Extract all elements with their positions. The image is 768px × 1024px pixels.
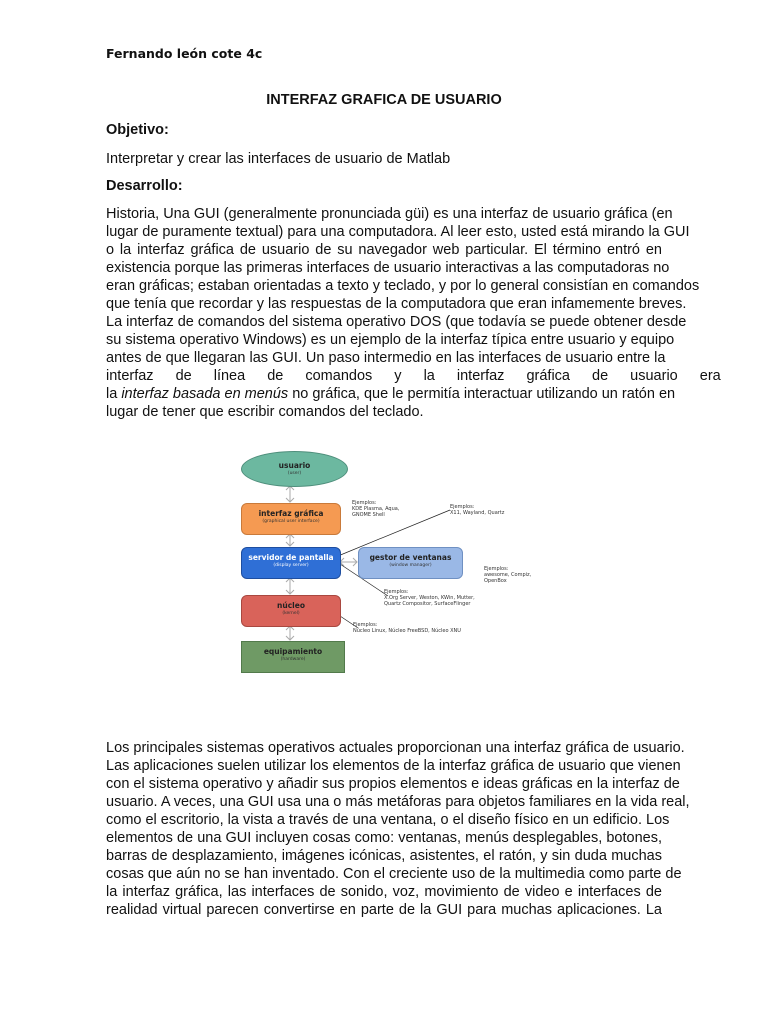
desarrollo-heading: Desarrollo: <box>106 178 183 194</box>
box-sublabel: (kernel) <box>282 611 300 616</box>
box-sublabel: (display server) <box>273 563 309 568</box>
box-sublabel: (user) <box>287 471 302 476</box>
text-line: con el sistema operativo y añadir sus propios elementos e ideas gráficas en la interfaz de <box>106 776 680 792</box>
text-line: como el escritorio, la vista a través de una ventana, o el diseño físico en un edificio. Los <box>106 812 670 828</box>
text-line: Historia, Una GUI (generalmente pronunciada güi) es una interfaz de usuario gráfica (en <box>106 206 673 222</box>
objetivo-heading: Objetivo: <box>106 122 169 138</box>
text-line: Las aplicaciones suelen utilizar los elementos de la interfaz gráfica de usuario que vienen <box>106 758 681 774</box>
text-line: realidad virtual parecen convertirse en parte de la GUI para muchas aplicaciones. La <box>106 902 662 918</box>
text-line: interfaz de línea de comandos y la interfaz gráfica de usuario era <box>106 368 721 384</box>
box-sublabel: (graphical user interface) <box>262 519 320 524</box>
text-line: elementos de una GUI incluyen cosas como: ventanas, menús desplegables, botones, <box>106 830 662 846</box>
arrow-user-gui <box>286 486 294 502</box>
text-line: cosas que aún no se han inventado. Con el creciente uso de la multimedia como parte de <box>106 866 682 882</box>
interfaz-grafica-box <box>241 503 341 535</box>
examples-kernel: Ejemplos: Núcleo Linux, Núcleo FreeBSD, Núcleo XNU <box>353 622 461 634</box>
nucleo-box <box>241 595 341 627</box>
servidor-pantalla-box <box>241 547 341 579</box>
gestor-ventanas-box <box>358 547 463 579</box>
usuario-box <box>241 451 348 487</box>
text-line: usuario. A veces, una GUI usa una o más metáforas para objetos familiares en la vida real, <box>106 794 690 810</box>
gui-architecture-diagram <box>238 448 538 676</box>
text-line: barras de desplazamiento, imágenes icónicas, asistentes, el ratón, y sin duda muchas <box>106 848 662 864</box>
text-line: su sistema operativo Windows) es un ejemplo de la interfaz típica entre usuario y equipo <box>106 332 675 348</box>
box-sublabel: (window manager) <box>389 563 432 568</box>
italic-phrase: interfaz basada en menús <box>121 386 289 402</box>
text-line: que tenía que recordar y las respuestas de la computadora que eran infamemente breves. <box>106 296 687 312</box>
arrow-kernel-hw <box>286 626 294 640</box>
box-label: núcleo <box>277 601 305 610</box>
arrow-gui-display <box>286 534 294 546</box>
box-sublabel: (hardware) <box>280 657 306 662</box>
examples-display-protocol: Ejemplos: X11, Wayland, Quartz <box>450 504 505 516</box>
box-label: interfaz gráfica <box>258 509 324 518</box>
paragraph-historia <box>106 205 721 421</box>
objetivo-text: Interpretar y crear las interfaces de usuario de Matlab <box>106 151 451 167</box>
examples-display-server: Ejemplos: X.Org Server, Weston, KWin, Mutter, Quartz Compositor, SurfaceFlinger <box>384 589 475 607</box>
text-line <box>106 385 676 403</box>
box-label: servidor de pantalla <box>248 553 334 562</box>
text-run: no gráfica, que le permitía interactuar utilizando un ratón en <box>288 386 676 402</box>
text-line: existencia porque las primeras interfaces de usuario interactivas a las computadoras no <box>106 260 670 276</box>
text-line: o la interfaz gráfica de usuario de su navegador web particular. El término entró en <box>106 242 662 258</box>
box-label: gestor de ventanas <box>369 553 452 562</box>
box-label: usuario <box>278 461 311 470</box>
examples-gui: Ejemplos: KDE Plasma, Aqua, GNOME Shell <box>352 500 400 518</box>
document-title: INTERFAZ GRAFICA DE USUARIO <box>266 92 502 108</box>
arrow-display-kernel <box>286 578 294 594</box>
text-line: la interfaz gráfica, las interfaces de sonido, voz, movimiento de video e interfaces de <box>106 884 662 900</box>
equipamiento-box <box>241 641 345 673</box>
author-name: Fernando león cote 4c <box>106 46 263 61</box>
text-line: Los principales sistemas operativos actuales proporcionan una interfaz gráfica de usuario. <box>106 740 685 756</box>
paragraph-sistemas <box>106 739 690 919</box>
examples-window-manager: Ejemplos: awesome, Compiz, OpenBox <box>484 566 532 584</box>
text-line: La interfaz de comandos del sistema operativo DOS (que todavía se puede obtener desde <box>106 314 687 330</box>
text-line: lugar de puramente textual) para una computadora. Al leer esto, usted está mirando la GUI <box>106 224 690 240</box>
text-line: eran gráficas; estaban orientadas a texto y teclado, y por lo general consistían en comandos <box>106 278 700 294</box>
arrow-display-wm <box>340 558 357 566</box>
text-run: la <box>106 386 122 402</box>
text-line: lugar de tener que escribir comandos del teclado. <box>106 404 424 420</box>
text-line: antes de que llegaran las GUI. Un paso intermedio en las interfaces de usuario entre la <box>106 350 666 366</box>
box-label: equipamiento <box>263 647 323 656</box>
